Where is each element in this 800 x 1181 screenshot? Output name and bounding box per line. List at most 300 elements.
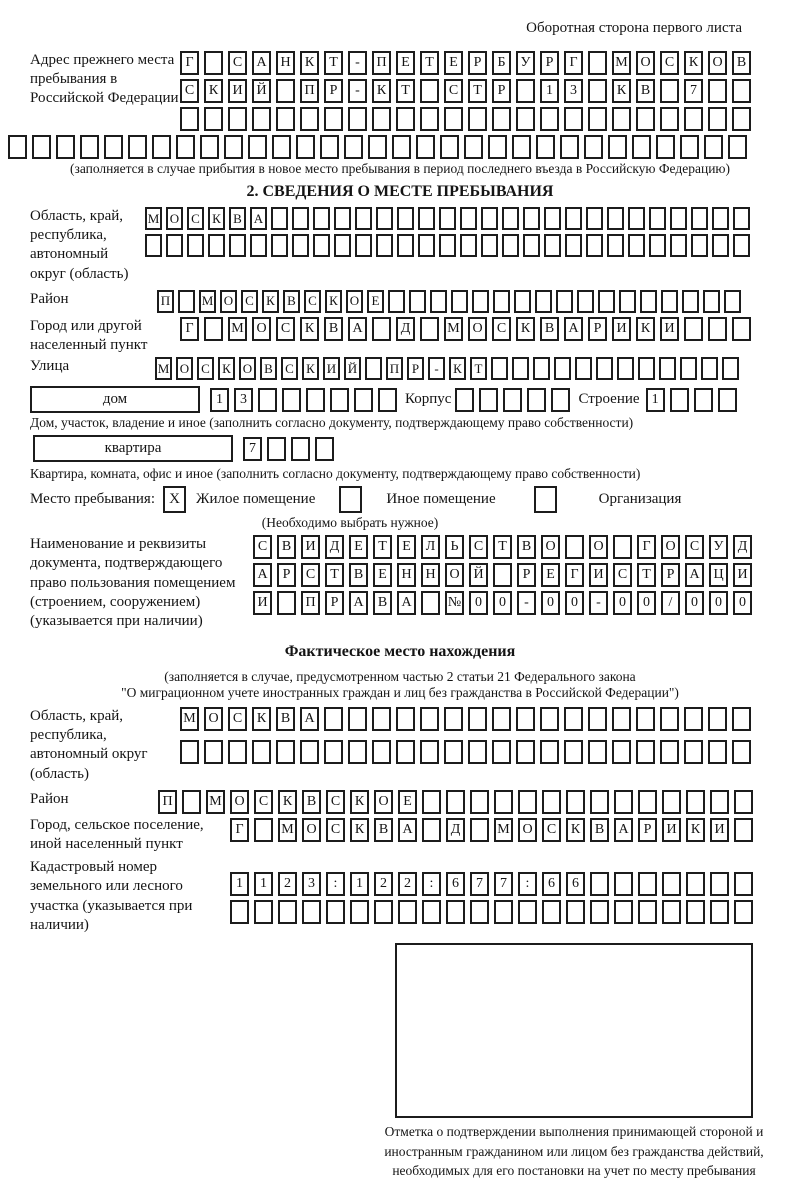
char-box: Т — [470, 357, 487, 380]
char-box: К — [325, 290, 342, 313]
char-box — [660, 740, 679, 764]
char-box — [638, 790, 657, 814]
char-box: К — [612, 79, 631, 103]
house-note: Дом, участок, владение и иное (заполнить согласно документу, подтверждающему право собственности) — [30, 415, 634, 431]
char-box — [224, 135, 243, 159]
char-box — [565, 535, 584, 559]
char-box — [722, 357, 739, 380]
char-box — [636, 740, 655, 764]
char-box: И — [662, 818, 681, 842]
char-box — [422, 818, 441, 842]
char-box — [372, 740, 391, 764]
char-box — [446, 900, 465, 924]
char-box — [470, 790, 489, 814]
char-box: В — [229, 207, 246, 230]
char-box — [365, 357, 382, 380]
char-box: П — [301, 591, 320, 615]
char-box: Т — [373, 535, 392, 559]
char-box — [733, 234, 750, 257]
char-box — [272, 135, 291, 159]
char-box: 2 — [278, 872, 297, 896]
char-box — [516, 707, 535, 731]
char-box: О — [252, 317, 271, 341]
apartment-number-row — [243, 437, 334, 461]
char-box — [523, 234, 540, 257]
char-box: М — [206, 790, 225, 814]
char-box: Е — [397, 535, 416, 559]
char-box — [291, 437, 310, 461]
char-box: П — [372, 51, 391, 75]
char-box: А — [685, 563, 704, 587]
char-box — [588, 51, 607, 75]
char-box — [376, 234, 393, 257]
char-box: - — [428, 357, 445, 380]
char-box — [204, 317, 223, 341]
char-box — [590, 900, 609, 924]
stay-type-row — [0, 486, 800, 513]
region-block — [0, 207, 800, 284]
char-box: 6 — [566, 872, 585, 896]
char-box: 7 — [243, 437, 262, 461]
prev-address-row-4 — [8, 135, 800, 159]
char-box: Р — [324, 79, 343, 103]
char-box: К — [449, 357, 466, 380]
char-box: 0 — [613, 591, 632, 615]
char-box: 3 — [234, 388, 253, 412]
char-box — [145, 234, 162, 257]
char-box — [512, 357, 529, 380]
char-box — [267, 437, 286, 461]
char-box: О — [445, 563, 464, 587]
city-label: Город или другой населенный пункт — [30, 317, 148, 353]
char-box: К — [278, 790, 297, 814]
char-box — [638, 900, 657, 924]
korpus-row — [455, 388, 570, 412]
char-box: М — [145, 207, 162, 230]
char-box — [277, 591, 296, 615]
char-box — [613, 535, 632, 559]
char-box — [523, 207, 540, 230]
char-box: С — [444, 79, 463, 103]
char-box: О — [230, 790, 249, 814]
char-box: В — [260, 357, 277, 380]
stay-option-other-checkbox — [339, 486, 362, 513]
char-box: Р — [277, 563, 296, 587]
char-box — [252, 107, 271, 131]
street-label: Улица — [30, 358, 70, 375]
char-box — [368, 135, 387, 159]
stay-option-residential-label: Жилое помещение — [196, 491, 316, 508]
char-box — [430, 290, 447, 313]
char-box — [516, 740, 535, 764]
char-box — [348, 107, 367, 131]
char-box: Р — [325, 591, 344, 615]
char-box — [422, 900, 441, 924]
char-box: К — [686, 818, 705, 842]
char-box — [619, 290, 636, 313]
char-box: 2 — [398, 872, 417, 896]
char-box: Р — [588, 317, 607, 341]
char-box — [516, 79, 535, 103]
char-box: О — [302, 818, 321, 842]
char-box: О — [374, 790, 393, 814]
stroenie-row — [646, 388, 737, 412]
char-box — [607, 234, 624, 257]
char-box: Т — [493, 535, 512, 559]
char-box: Т — [468, 79, 487, 103]
char-box: 7 — [494, 872, 513, 896]
char-box — [540, 740, 559, 764]
char-box — [330, 388, 349, 412]
char-box — [276, 740, 295, 764]
char-box: И — [589, 563, 608, 587]
char-box — [481, 207, 498, 230]
char-box: М — [444, 317, 463, 341]
char-box — [421, 591, 440, 615]
char-box: Р — [468, 51, 487, 75]
char-box — [660, 707, 679, 731]
char-box: М — [180, 707, 199, 731]
char-box — [588, 740, 607, 764]
char-box — [636, 707, 655, 731]
char-box: М — [155, 357, 172, 380]
char-box: - — [517, 591, 536, 615]
char-box: 0 — [565, 591, 584, 615]
char-box: В — [349, 563, 368, 587]
cadastral-label: Кадастровый номер земельного или лесного участка (указывается при наличии) — [30, 859, 193, 933]
char-box — [204, 51, 223, 75]
char-box — [586, 207, 603, 230]
char-box: К — [684, 51, 703, 75]
char-box: Р — [638, 818, 657, 842]
char-box — [372, 107, 391, 131]
char-box: В — [276, 707, 295, 731]
char-box — [166, 234, 183, 257]
prev-address-rows — [180, 51, 751, 131]
char-box — [662, 900, 681, 924]
char-box: С — [253, 535, 272, 559]
char-box — [659, 357, 676, 380]
section2-title: 2. СВЕДЕНИЯ О МЕСТЕ ПРЕБЫВАНИЯ — [246, 183, 554, 200]
char-box — [718, 388, 737, 412]
actual-region-block — [0, 707, 800, 784]
char-box — [446, 790, 465, 814]
char-box: 3 — [564, 79, 583, 103]
char-box: С — [301, 563, 320, 587]
char-box: К — [208, 207, 225, 230]
char-box: Л — [421, 535, 440, 559]
char-box: К — [252, 707, 271, 731]
char-box — [542, 900, 561, 924]
char-box: С — [304, 290, 321, 313]
char-box — [296, 135, 315, 159]
char-box — [306, 388, 325, 412]
prev-address-row-2 — [180, 79, 751, 103]
char-box — [494, 790, 513, 814]
char-box — [556, 290, 573, 313]
char-box: Р — [661, 563, 680, 587]
char-box — [460, 207, 477, 230]
char-box — [636, 107, 655, 131]
char-box — [481, 234, 498, 257]
char-box: Н — [397, 563, 416, 587]
char-box: К — [218, 357, 235, 380]
char-box: - — [348, 79, 367, 103]
char-box — [503, 388, 522, 412]
house-block — [0, 386, 800, 413]
actual-city-block — [0, 816, 800, 854]
char-box — [684, 707, 703, 731]
char-box — [208, 234, 225, 257]
street-block — [0, 357, 800, 380]
char-box: В — [302, 790, 321, 814]
char-box: В — [374, 818, 393, 842]
char-box: С — [660, 51, 679, 75]
char-box — [350, 900, 369, 924]
char-box: И — [301, 535, 320, 559]
char-box: 6 — [446, 872, 465, 896]
char-box: К — [566, 818, 585, 842]
char-box: Б — [492, 51, 511, 75]
char-box: С — [281, 357, 298, 380]
char-box — [324, 107, 343, 131]
char-box: Е — [541, 563, 560, 587]
char-box — [300, 740, 319, 764]
char-box — [734, 872, 753, 896]
char-box — [180, 740, 199, 764]
char-box: Й — [344, 357, 361, 380]
street-row — [155, 357, 739, 380]
char-box — [444, 107, 463, 131]
apartment-note: Квартира, комната, офис и иное (заполнить согласно документу, подтверждающему право собственности) — [30, 466, 641, 482]
char-box — [588, 79, 607, 103]
actual-region-rows — [180, 707, 751, 764]
char-box — [542, 790, 561, 814]
char-box — [271, 207, 288, 230]
char-box: О — [239, 357, 256, 380]
char-box: 1 — [540, 79, 559, 103]
char-box: К — [262, 290, 279, 313]
char-box: Р — [540, 51, 559, 75]
confirmation-stamp-area — [395, 943, 753, 1118]
char-box — [451, 290, 468, 313]
char-box — [588, 707, 607, 731]
char-box: О — [220, 290, 237, 313]
region-row-2 — [145, 234, 750, 257]
char-box: 7 — [684, 79, 703, 103]
char-box — [204, 107, 223, 131]
char-box — [468, 707, 487, 731]
char-box — [80, 135, 99, 159]
char-box: У — [709, 535, 728, 559]
char-box — [320, 135, 339, 159]
char-box — [656, 135, 675, 159]
char-box: 0 — [469, 591, 488, 615]
char-box: Й — [469, 563, 488, 587]
char-box — [502, 234, 519, 257]
char-box: М — [199, 290, 216, 313]
char-box: О — [518, 818, 537, 842]
char-box — [254, 818, 273, 842]
char-box — [392, 135, 411, 159]
char-box — [533, 357, 550, 380]
char-box — [732, 79, 751, 103]
char-box: : — [518, 872, 537, 896]
char-box: С — [685, 535, 704, 559]
char-box — [710, 872, 729, 896]
char-box: Г — [230, 818, 249, 842]
char-box: Т — [396, 79, 415, 103]
char-box — [8, 135, 27, 159]
char-box — [527, 388, 546, 412]
char-box: С — [276, 317, 295, 341]
char-box — [254, 900, 273, 924]
char-box — [686, 872, 705, 896]
char-box: Н — [276, 51, 295, 75]
char-box — [182, 790, 201, 814]
char-box — [516, 107, 535, 131]
char-box: № — [445, 591, 464, 615]
house-number-row — [210, 388, 397, 412]
char-box: С — [228, 51, 247, 75]
char-box: И — [660, 317, 679, 341]
char-box — [276, 107, 295, 131]
char-box — [493, 563, 512, 587]
char-box — [278, 900, 297, 924]
char-box: О — [541, 535, 560, 559]
char-box — [313, 207, 330, 230]
char-box — [632, 135, 651, 159]
char-box — [250, 234, 267, 257]
char-box: И — [253, 591, 272, 615]
char-box: А — [398, 818, 417, 842]
char-box — [732, 707, 751, 731]
char-box — [248, 135, 267, 159]
char-box: А — [252, 51, 271, 75]
region-row-1 — [145, 207, 750, 230]
stay-type-label: Место пребывания: — [30, 491, 155, 508]
doc-rows — [253, 535, 752, 615]
char-box — [691, 234, 708, 257]
prev-address-label: Адрес прежнего места пребывания в Российской Федерации — [30, 52, 179, 107]
char-box: Т — [637, 563, 656, 587]
region-rows — [145, 207, 750, 257]
char-box: С — [180, 79, 199, 103]
char-box: Г — [637, 535, 656, 559]
char-box: М — [494, 818, 513, 842]
doc-block — [0, 535, 800, 631]
char-box — [660, 107, 679, 131]
char-box — [282, 388, 301, 412]
char-box — [178, 290, 195, 313]
char-box — [584, 135, 603, 159]
char-box — [732, 107, 751, 131]
char-box — [712, 234, 729, 257]
char-box — [472, 290, 489, 313]
char-box: 0 — [709, 591, 728, 615]
char-box — [518, 900, 537, 924]
char-box — [704, 135, 723, 159]
char-box — [535, 290, 552, 313]
char-box — [590, 872, 609, 896]
char-box — [300, 107, 319, 131]
char-box — [422, 790, 441, 814]
char-box — [372, 707, 391, 731]
char-box: : — [326, 872, 345, 896]
char-box — [544, 234, 561, 257]
char-box — [577, 290, 594, 313]
char-box: Е — [444, 51, 463, 75]
char-box — [439, 207, 456, 230]
char-box — [586, 234, 603, 257]
char-box: Т — [420, 51, 439, 75]
char-box — [662, 790, 681, 814]
char-box: Ь — [445, 535, 464, 559]
char-box: 1 — [646, 388, 665, 412]
char-box: Е — [373, 563, 392, 587]
char-box: С — [326, 790, 345, 814]
char-box — [229, 234, 246, 257]
char-box — [670, 234, 687, 257]
char-box: В — [277, 535, 296, 559]
char-box — [691, 207, 708, 230]
char-box — [724, 290, 741, 313]
char-box — [468, 107, 487, 131]
char-box: О — [176, 357, 193, 380]
char-box — [684, 317, 703, 341]
char-box — [575, 357, 592, 380]
char-box: 6 — [542, 872, 561, 896]
char-box: Г — [564, 51, 583, 75]
char-box — [276, 79, 295, 103]
char-box: В — [732, 51, 751, 75]
char-box — [708, 79, 727, 103]
char-box: С — [542, 818, 561, 842]
char-box: С — [492, 317, 511, 341]
char-box — [176, 135, 195, 159]
doc-label: Наименование и реквизиты документа, подтверждающего право пользования помещением (строением, сооружением) (указывается при наличии) — [30, 536, 236, 629]
char-box — [292, 207, 309, 230]
char-box — [128, 135, 147, 159]
char-box: Т — [325, 563, 344, 587]
char-box — [468, 740, 487, 764]
char-box — [324, 707, 343, 731]
char-box — [512, 135, 531, 159]
char-box — [734, 790, 753, 814]
char-box — [470, 900, 489, 924]
char-box — [388, 290, 405, 313]
char-box — [200, 135, 219, 159]
prev-address-row-1 — [180, 51, 751, 75]
char-box — [732, 740, 751, 764]
char-box — [409, 290, 426, 313]
actual-location-note-2: "О миграционном учете иностранных граждан и лиц без гражданства в Российской Федерации") — [121, 685, 679, 701]
char-box — [712, 207, 729, 230]
doc-row-2 — [253, 563, 752, 587]
char-box: Д — [396, 317, 415, 341]
char-box — [612, 107, 631, 131]
house-widebox: дом — [30, 386, 200, 413]
district-block — [0, 290, 800, 313]
char-box — [32, 135, 51, 159]
char-box — [440, 135, 459, 159]
char-box: А — [564, 317, 583, 341]
char-box — [420, 707, 439, 731]
char-box: А — [300, 707, 319, 731]
char-box — [734, 818, 753, 842]
char-box: О — [346, 290, 363, 313]
char-box: П — [300, 79, 319, 103]
